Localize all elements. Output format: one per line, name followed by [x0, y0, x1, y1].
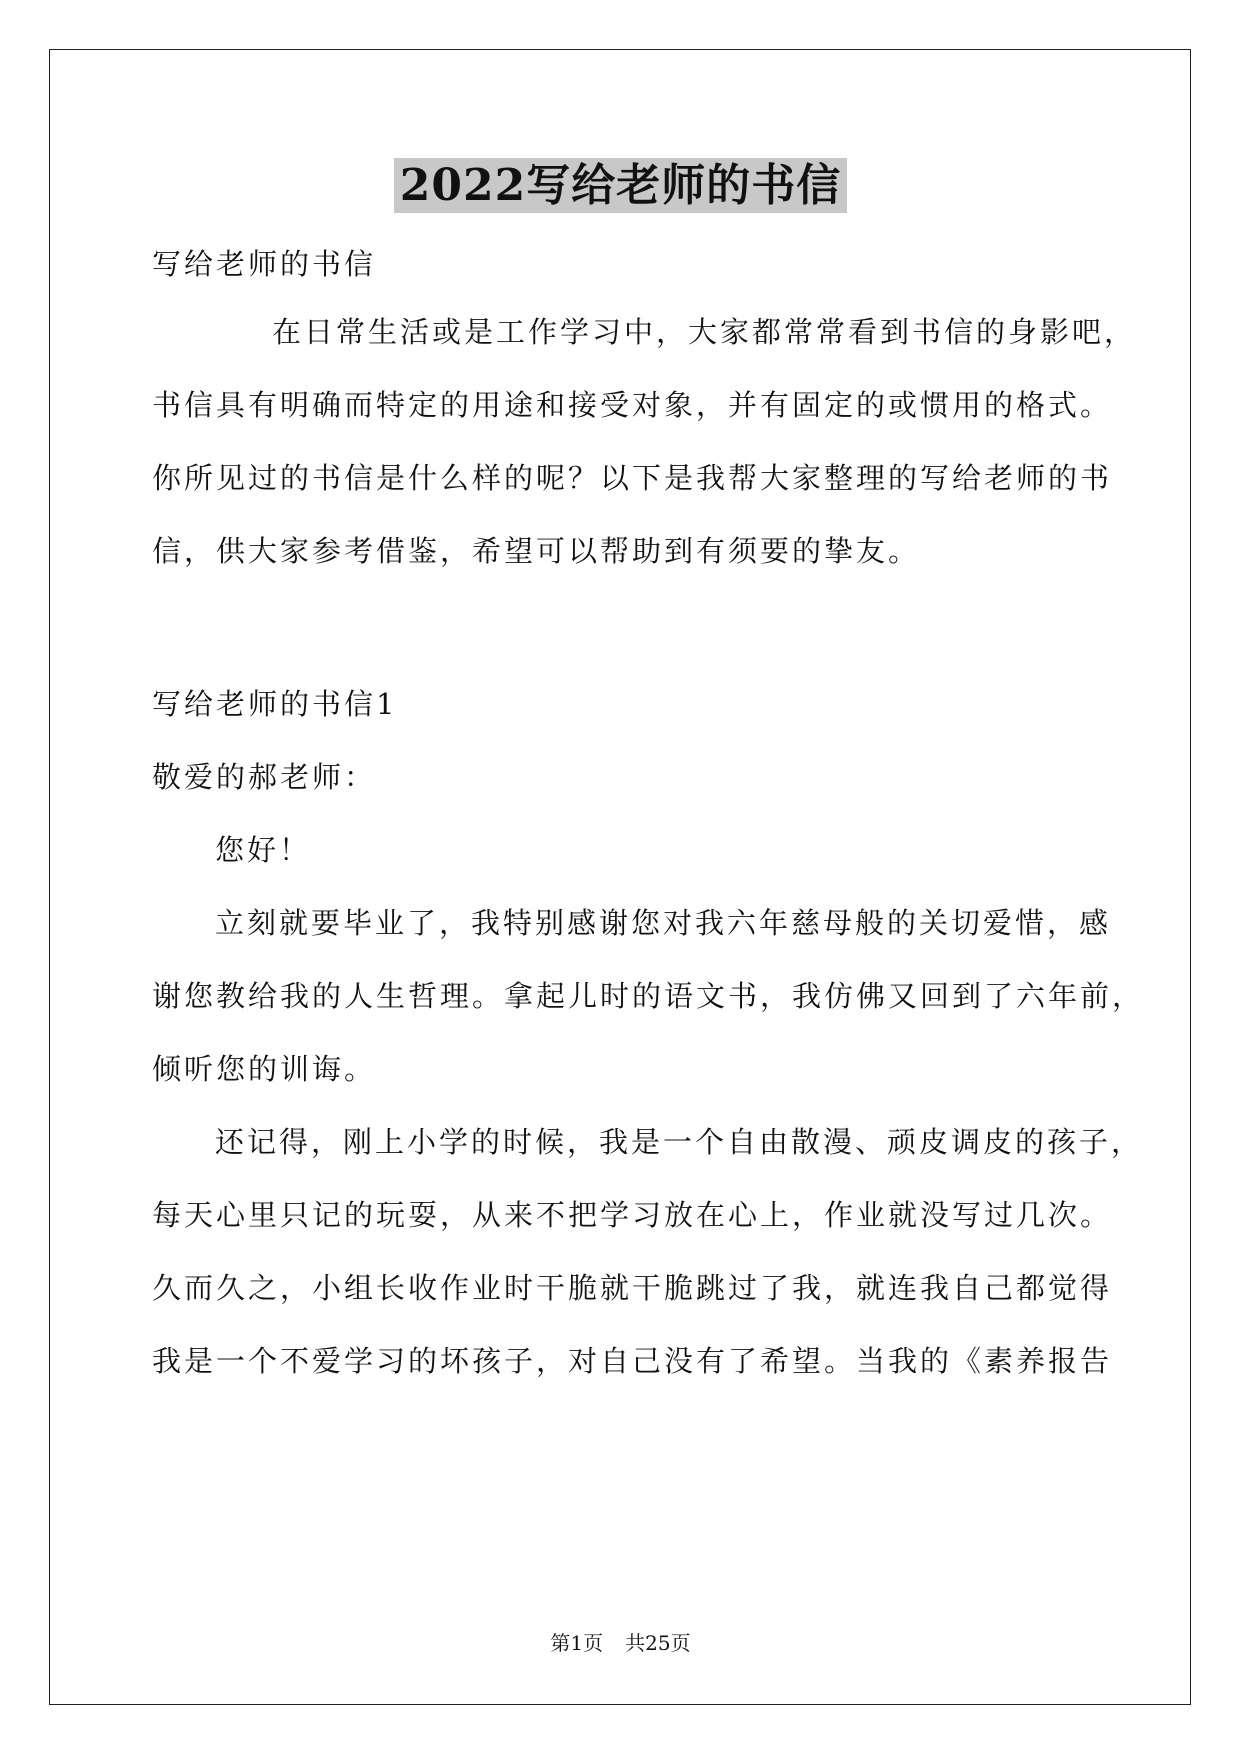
paragraph-line: 我是一个不爱学习的坏孩子，对自己没有了希望。当我的《素养报告 — [152, 1344, 1113, 1378]
paragraph-line: 每天心里只记的玩耍，从来不把学习放在心上，作业就没写过几次。 — [152, 1198, 1113, 1232]
page-number: 第1页 — [550, 1631, 604, 1655]
paragraph-line: 立刻就要毕业了，我特别感谢您对我六年慈母般的关切爱惜，感 — [215, 906, 1112, 940]
paragraph-line: 信，供大家参考借鉴，希望可以帮助到有须要的挚友。 — [152, 534, 921, 568]
page-total: 共25页 — [625, 1631, 691, 1655]
paragraph-line: 书信具有明确而特定的用途和接受对象，并有固定的或惯用的格式。 — [152, 388, 1113, 422]
paragraph-line: 久而久之，小组长收作业时干脆就干脆跳过了我，就连我自己都觉得 — [152, 1271, 1113, 1305]
page-footer — [0, 1630, 1241, 1656]
section-heading: 写给老师的书信 — [152, 247, 377, 281]
paragraph-line: 你所见过的书信是什么样的呢？以下是我帮大家整理的写给老师的书 — [152, 461, 1113, 495]
paragraph-line: 还记得，刚上小学的时候，我是一个自由散漫、顽皮调皮的孩子， — [215, 1125, 1144, 1159]
paragraph-line: 倾听您的训诲。 — [152, 1052, 377, 1086]
paragraph-line: 在日常生活或是工作学习中，大家都常常看到书信的身影吧， — [272, 315, 1137, 349]
document-title-text: 2022写给老师的书信 — [394, 158, 847, 213]
page-border — [49, 49, 1191, 1705]
letter-heading: 写给老师的书信1 — [152, 687, 398, 721]
salutation: 敬爱的郝老师： — [152, 760, 377, 794]
greeting: 您好！ — [215, 833, 312, 867]
document-title — [0, 157, 1241, 215]
paragraph-line: 谢您教给我的人生哲理。拿起儿时的语文书，我仿佛又回到了六年前， — [152, 979, 1145, 1013]
